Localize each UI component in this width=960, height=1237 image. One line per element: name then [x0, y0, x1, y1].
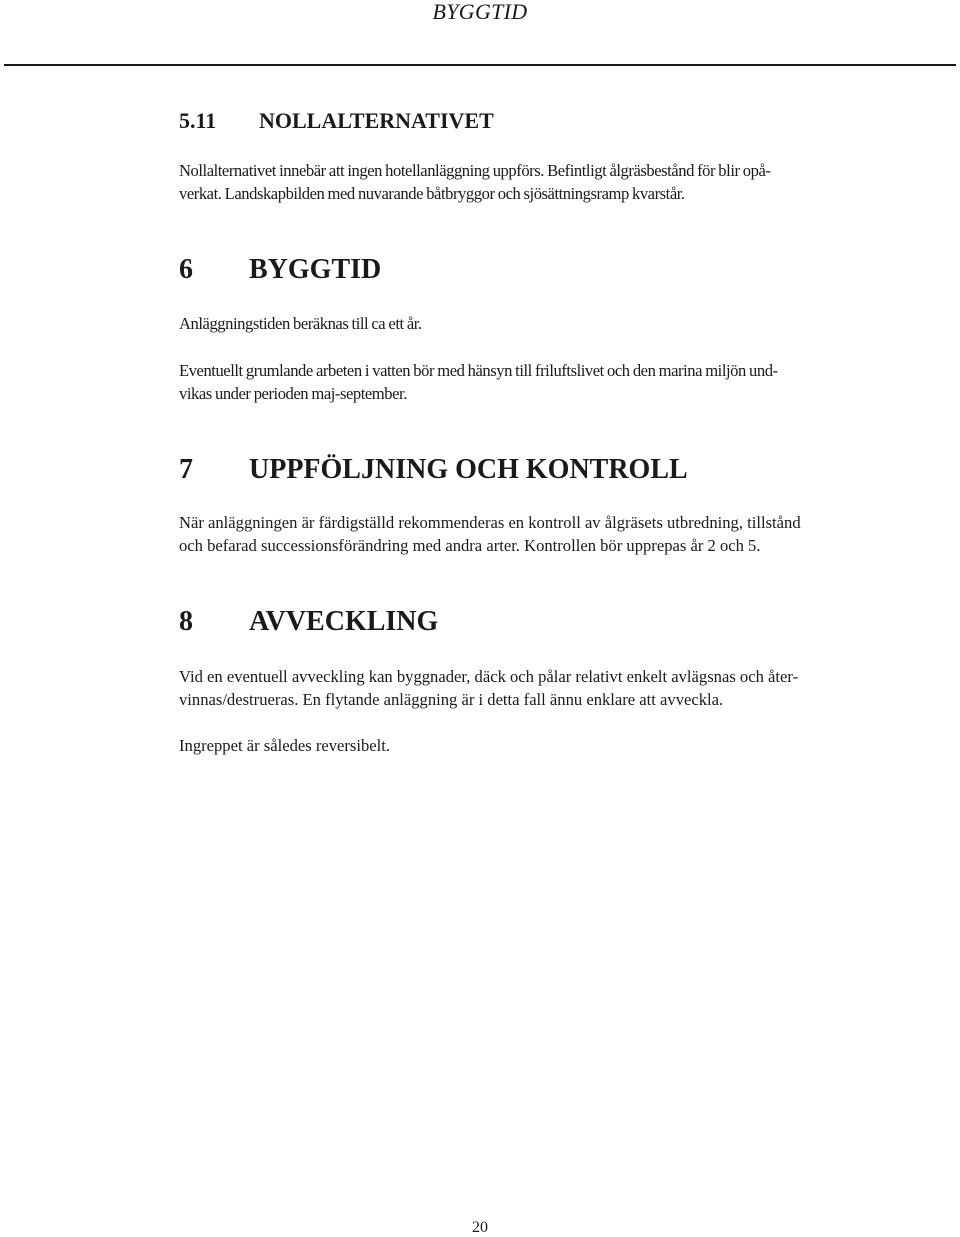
paragraph-anlaggningstid: Anläggningstiden beräknas till ca ett år.	[179, 314, 422, 333]
paragraph-kontroll: När anläggningen är färdigställd rekommenderas en kontroll av ålgräsets utbredning, tillstånd och befarad successionsförändring med andra arter. Kontrollen bör upprepas år 2 och 5.	[179, 513, 801, 555]
header-rule	[4, 64, 956, 66]
section-heading-uppfoljning	[179, 454, 688, 486]
paragraph-reversibelt: Ingreppet är således reversibelt.	[179, 736, 391, 755]
section-heading-avveckling	[179, 606, 439, 638]
page-number: 20	[472, 1219, 488, 1236]
section-title: BYGGTID	[249, 254, 382, 285]
section-title: UPPFÖLJNING OCH KONTROLL	[249, 454, 688, 485]
paragraph-grumlande-arbeten: Eventuellt grumlande arbeten i vatten bör med hänsyn till friluftslivet och den marina miljön und- vikas under perioden maj-september.	[179, 361, 778, 403]
section-title: AVVECKLING	[249, 606, 439, 637]
section-number: 6	[179, 254, 193, 285]
paragraph-nollalternativet: Nollalternativet innebär att ingen hotellanläggning uppförs. Befintligt ålgräsbestånd för blir opå- verkat. Landskapbilden med nuvarande båtbryggor och sjösättningsramp kvarstår.	[179, 161, 771, 203]
section-heading-nollalternativet	[179, 108, 494, 134]
section-title: NOLLALTERNATIVET	[259, 108, 494, 133]
section-number: 8	[179, 606, 193, 637]
running-header: BYGGTID	[432, 0, 528, 24]
paragraph-avveckling: Vid en eventuell avveckling kan byggnader, däck och pålar relativt enkelt avlägsnas och åter- vinnas/destrueras. En flytande anläggning är i detta fall ännu enklare att avveckla.	[179, 667, 799, 709]
section-number: 7	[179, 454, 193, 485]
section-number: 5.11	[179, 108, 217, 133]
section-heading-byggtid	[179, 254, 382, 286]
